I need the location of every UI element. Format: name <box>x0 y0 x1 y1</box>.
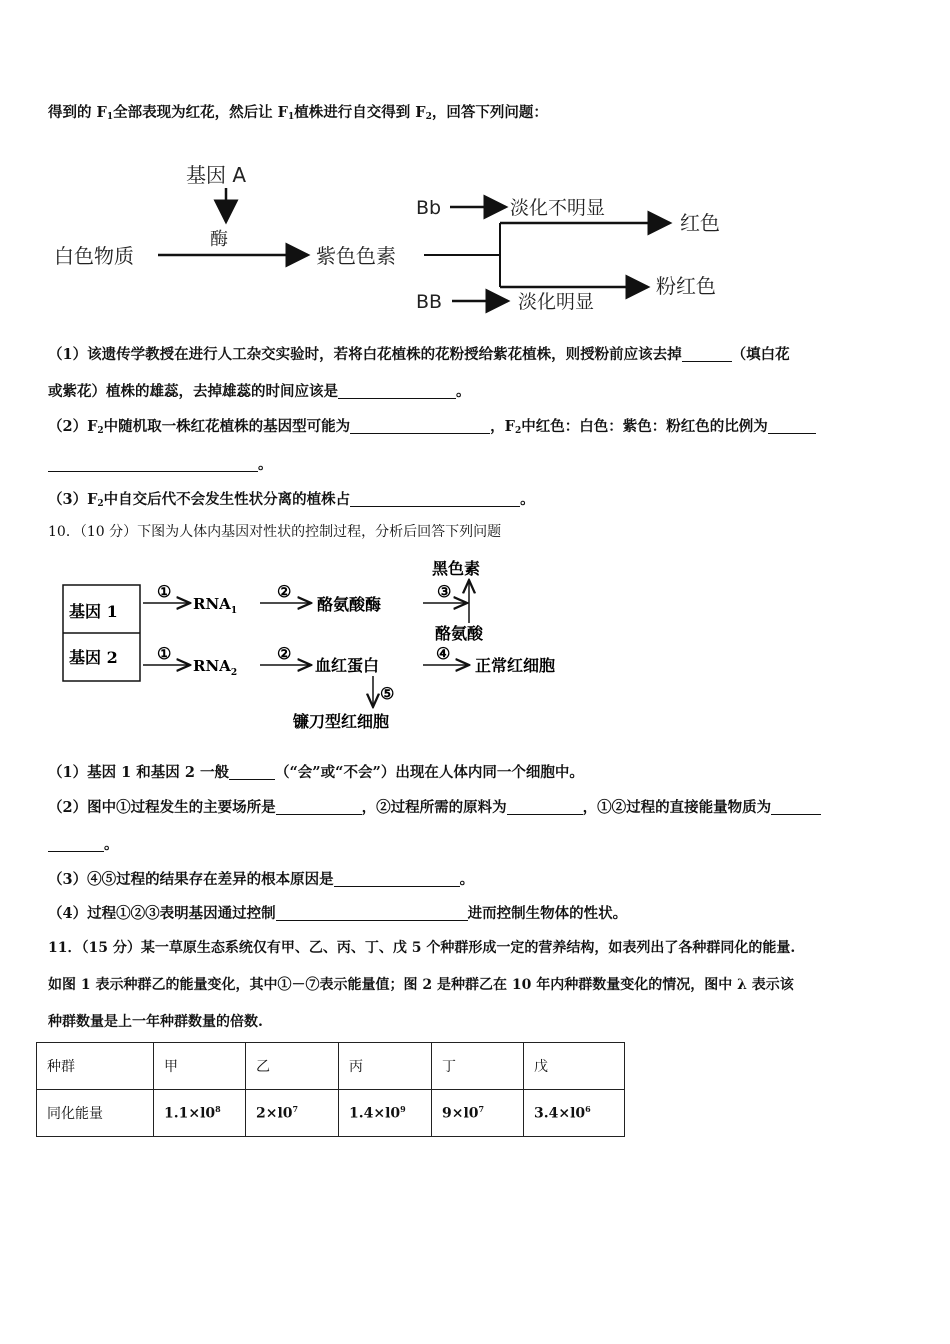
answer-blank[interactable] <box>48 836 104 852</box>
strong-dilution-label: 淡化明显 <box>518 291 595 313</box>
question-text: （2）图中①过程发生的主要场所是 <box>48 799 276 816</box>
white-substance-label: 白色物质 <box>54 244 134 268</box>
q10-line-2 <box>48 798 821 818</box>
step-1b-label: ① <box>157 644 172 663</box>
subscript: 2 <box>425 112 432 122</box>
rna2-label: $RNA_2$ <box>193 657 238 678</box>
question-text: （3）F <box>48 491 98 508</box>
answer-blank[interactable] <box>771 799 821 815</box>
gene-a-label: 基因 A <box>186 163 247 187</box>
question-text: 或紫花）植株的雄蕊，去掉雄蕊的时间应该是 <box>48 383 338 400</box>
answer-blank[interactable] <box>276 905 468 921</box>
table-cell: $9\times l0^7$ <box>432 1090 524 1137</box>
q10-title: 10．（10 分）下图为人体内基因对性状的控制过程，分析后回答下列问题 <box>48 524 502 540</box>
question-text: （1）该遗传学教授在进行人工杂交实验时，若将白花植株的花粉授给紫花植株，则授粉前应该去掉 <box>48 346 682 363</box>
q9-line-2 <box>48 382 471 402</box>
q9-line-3 <box>48 417 816 441</box>
answer-blank[interactable] <box>48 456 258 472</box>
table-cell: $1.1\times l0^8$ <box>154 1090 246 1137</box>
table-cell: $3.4\times l0^6$ <box>524 1090 625 1137</box>
sickle-cell-label: 镰刀型红细胞 <box>293 712 390 731</box>
question-text: ，F <box>490 418 515 435</box>
table-cell: $2\times l0^7$ <box>246 1090 339 1137</box>
question-text: 中随机取一株红花植株的基因型可能为 <box>103 418 351 435</box>
question-text: 。 <box>104 836 119 853</box>
genotype-bb-small-label: Bb <box>416 197 442 219</box>
step-5-label: ⑤ <box>380 684 395 703</box>
answer-blank[interactable] <box>334 871 460 887</box>
step-2b-label: ② <box>277 644 292 663</box>
purple-pigment-label: 紫色色素 <box>316 244 396 268</box>
subscript: 2 <box>97 426 104 436</box>
question-text: 。 <box>520 491 535 508</box>
question-text: （“会”或“不会”）出现在人体内同一个细胞中。 <box>274 764 584 781</box>
q11-line-2: 如图 1 表示种群乙的能量变化，其中①－⑦表示能量值；图 2 是种群乙在 10 年内种群数量变化的情况，图中 λ 表示该 <box>48 977 794 993</box>
answer-blank[interactable] <box>229 764 275 780</box>
q10-line-1 <box>48 763 584 783</box>
answer-blank[interactable] <box>507 799 583 815</box>
q10-line-3 <box>48 835 119 855</box>
q9-line-4 <box>48 455 273 475</box>
tyrosinase-label: 酪氨酸酶 <box>317 595 382 614</box>
table-header-cell: 丁 <box>432 1043 524 1090</box>
table-row-label: 同化能量 <box>37 1090 154 1137</box>
table-header-cell: 丙 <box>339 1043 432 1090</box>
q11-line-3: 种群数量是上一年种群数量的倍数. <box>48 1014 263 1030</box>
pink-color-label: 粉红色 <box>656 274 716 298</box>
red-color-label: 红色 <box>680 211 720 235</box>
tyrosine-label: 酪氨酸 <box>435 624 484 643</box>
intro-text: 植株进行自交得到 F <box>294 104 426 121</box>
table-header-cell: 乙 <box>246 1043 339 1090</box>
question-text: 中自交后代不会发生性状分离的植株占 <box>103 491 351 508</box>
normal-rbc-label: 正常红细胞 <box>475 656 556 675</box>
intro-text: ，回答下列问题： <box>431 104 548 121</box>
answer-blank[interactable] <box>768 418 816 434</box>
rna1-label: $RNA_1$ <box>193 595 238 616</box>
weak-dilution-label: 淡化不明显 <box>510 197 606 219</box>
intro-text: 全部表现为红花，然后让 F <box>113 104 288 121</box>
q9-line-1 <box>48 345 790 365</box>
question-text: （2）F <box>48 418 98 435</box>
table-cell: $1.4\times l0^9$ <box>339 1090 432 1137</box>
step-3-label: ③ <box>437 582 452 601</box>
gene-1-label: 基因 1 <box>69 602 118 621</box>
flower-color-pathway-diagram <box>40 150 760 325</box>
subscript: 1 <box>106 112 114 122</box>
energy-table <box>36 1042 625 1137</box>
table-header-row <box>37 1043 625 1090</box>
q11-line-1: 11．（15 分）某一草原生态系统仅有甲、乙、丙、丁、戊 5 个种群形成一定的营养结构，如表列出了各种群同化的能量. <box>48 940 796 956</box>
table-row <box>37 1090 625 1137</box>
genotype-bb-cap-label: BB <box>416 291 443 313</box>
gene-control-diagram <box>55 555 625 735</box>
question-text: 。 <box>459 871 475 888</box>
answer-blank[interactable] <box>350 418 490 434</box>
question-text: （3）④⑤过程的结果存在差异的根本原因是 <box>48 871 334 888</box>
answer-blank[interactable] <box>350 491 520 507</box>
q9-line-5 <box>48 490 535 514</box>
q10-line-4 <box>48 870 474 890</box>
subscript: 1 <box>287 112 295 122</box>
question-text: ，②过程所需的原料为 <box>361 799 507 816</box>
question-text: （4）过程①②③表明基因通过控制 <box>48 905 276 922</box>
q10-line-5 <box>48 904 627 924</box>
question-text: （1）基因 1 和基因 2 一般 <box>48 764 229 781</box>
step-4-label: ④ <box>436 644 451 663</box>
intro-line <box>48 103 548 127</box>
table-header-cell: 种群 <box>37 1043 154 1090</box>
subscript: 2 <box>514 426 522 436</box>
hemoglobin-label: 血红蛋白 <box>315 656 380 675</box>
table-header-cell: 戊 <box>524 1043 625 1090</box>
question-text: 进而控制生物体的性状。 <box>467 905 628 922</box>
question-text: ，①②过程的直接能量物质为 <box>582 799 772 816</box>
melanin-label: 黑色素 <box>432 559 481 578</box>
answer-blank[interactable] <box>338 383 456 399</box>
answer-blank[interactable] <box>276 799 362 815</box>
step-1-label: ① <box>157 582 172 601</box>
question-text: 中红色：白色：紫色：粉红色的比例为 <box>521 418 768 435</box>
enzyme-label: 酶 <box>210 229 228 250</box>
table-header-cell: 甲 <box>154 1043 246 1090</box>
step-2-label: ② <box>277 582 292 601</box>
answer-blank[interactable] <box>682 346 732 362</box>
question-text: 。 <box>258 456 273 473</box>
subscript: 2 <box>97 499 104 509</box>
question-text: （填白花 <box>731 346 790 363</box>
gene-2-label: 基因 2 <box>69 648 118 667</box>
intro-text: 得到的 F <box>48 104 107 121</box>
question-text: 。 <box>456 383 471 400</box>
